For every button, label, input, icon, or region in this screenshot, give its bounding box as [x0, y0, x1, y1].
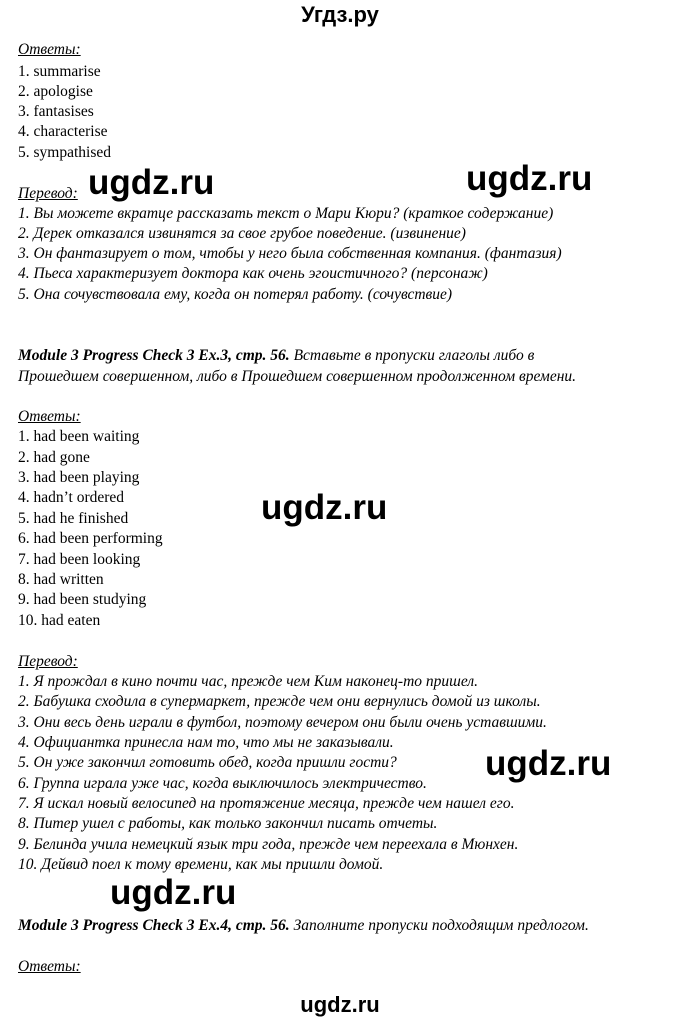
translation-item: 6. Группа играла уже час, когда выключилось электричество. — [18, 775, 427, 792]
answers-heading: Ответы: — [18, 958, 81, 975]
answer-item: 1. had been waiting — [18, 428, 140, 445]
watermark-text: ugdz.ru — [88, 163, 215, 202]
answer-item: 6. had been performing — [18, 530, 163, 547]
translation-item: 7. Я искал новый велосипед на протяжение месяца, прежде чем нашел его. — [18, 795, 515, 812]
translation-item: 5. Он уже закончил готовить обед, когда пришли гости? — [18, 754, 397, 771]
task-reference: Module 3 Progress Check 3 Ex.3, стр. 56. — [18, 347, 290, 364]
translation-item: 1. Я прождал в кино почти час, прежде чем Ким наконец-то пришел. — [18, 673, 478, 690]
watermark-text: ugdz.ru — [261, 488, 388, 527]
task-instruction: Вставьте в пропуски глаголы либо в — [293, 347, 535, 364]
translation-item: 9. Белинда учила немецкий язык три года, прежде чем переехала в Мюнхен. — [18, 836, 519, 853]
watermark-text: ugdz.ru — [485, 744, 612, 783]
translation-item: 5. Она сочувствовала ему, когда он потерял работу. (сочувствие) — [18, 286, 453, 303]
site-title: Угдз.ру — [301, 2, 379, 27]
task-header — [18, 346, 534, 366]
answer-item: 4. hadn’t ordered — [18, 489, 125, 506]
translation-item: 8. Питер ушел с работы, как только закончил писать отчеты. — [18, 815, 438, 832]
answer-item: 2. had gone — [18, 449, 90, 466]
translation-heading: Перевод: — [18, 185, 78, 202]
translation-item: 3. Они весь день играли в футбол, поэтому вечером они были очень уставшими. — [18, 714, 547, 731]
answer-item: 3. fantasises — [18, 103, 94, 120]
answer-item: 5. sympathised — [18, 144, 111, 161]
translation-item: 2. Бабушка сходила в супермаркет, прежде чем они вернулись домой из школы. — [18, 693, 541, 710]
footer-title: ugdz.ru — [300, 992, 380, 1017]
answer-item: 10. had eaten — [18, 612, 101, 629]
translation-item: 4. Пьеса характеризует доктора как очень эгоистичного? (персонаж) — [18, 265, 488, 282]
answer-item: 4. characterise — [18, 123, 108, 140]
translation-item: 2. Дерек отказался извинятся за свое грубое поведение. (извинение) — [18, 225, 466, 242]
translation-item: 4. Официантка принесла нам то, что мы не заказывали. — [18, 734, 394, 751]
answers-heading: Ответы: — [18, 41, 81, 58]
translation-item: 1. Вы можете вкратце рассказать текст о Мари Кюри? (краткое содержание) — [18, 205, 554, 222]
translation-item: 3. Он фантазирует о том, чтобы у него была собственная компания. (фантазия) — [18, 245, 562, 262]
task-instruction-continued: Прошедшем совершенном, либо в Прошедшем совершенном продолженном времени. — [18, 368, 577, 385]
translation-heading: Перевод: — [18, 653, 78, 670]
translation-item: 10. Дейвид поел к тому времени, как мы пришли домой. — [18, 856, 384, 873]
answer-item: 7. had been looking — [18, 551, 141, 568]
answers-heading: Ответы: — [18, 408, 81, 425]
watermark-text: ugdz.ru — [110, 873, 237, 912]
answer-item: 5. had he finished — [18, 510, 129, 527]
task-reference: Module 3 Progress Check 3 Ex.4, стр. 56. — [18, 917, 290, 934]
task-instruction: Заполните пропуски подходящим предлогом. — [293, 917, 589, 934]
answer-item: 9. had been studying — [18, 591, 147, 608]
watermark-text: ugdz.ru — [466, 159, 593, 198]
answer-item: 2. apologise — [18, 83, 93, 100]
answer-item: 1. summarise — [18, 63, 101, 80]
task-header — [18, 916, 589, 936]
answer-item: 3. had been playing — [18, 469, 140, 486]
answer-item: 8. had written — [18, 571, 104, 588]
